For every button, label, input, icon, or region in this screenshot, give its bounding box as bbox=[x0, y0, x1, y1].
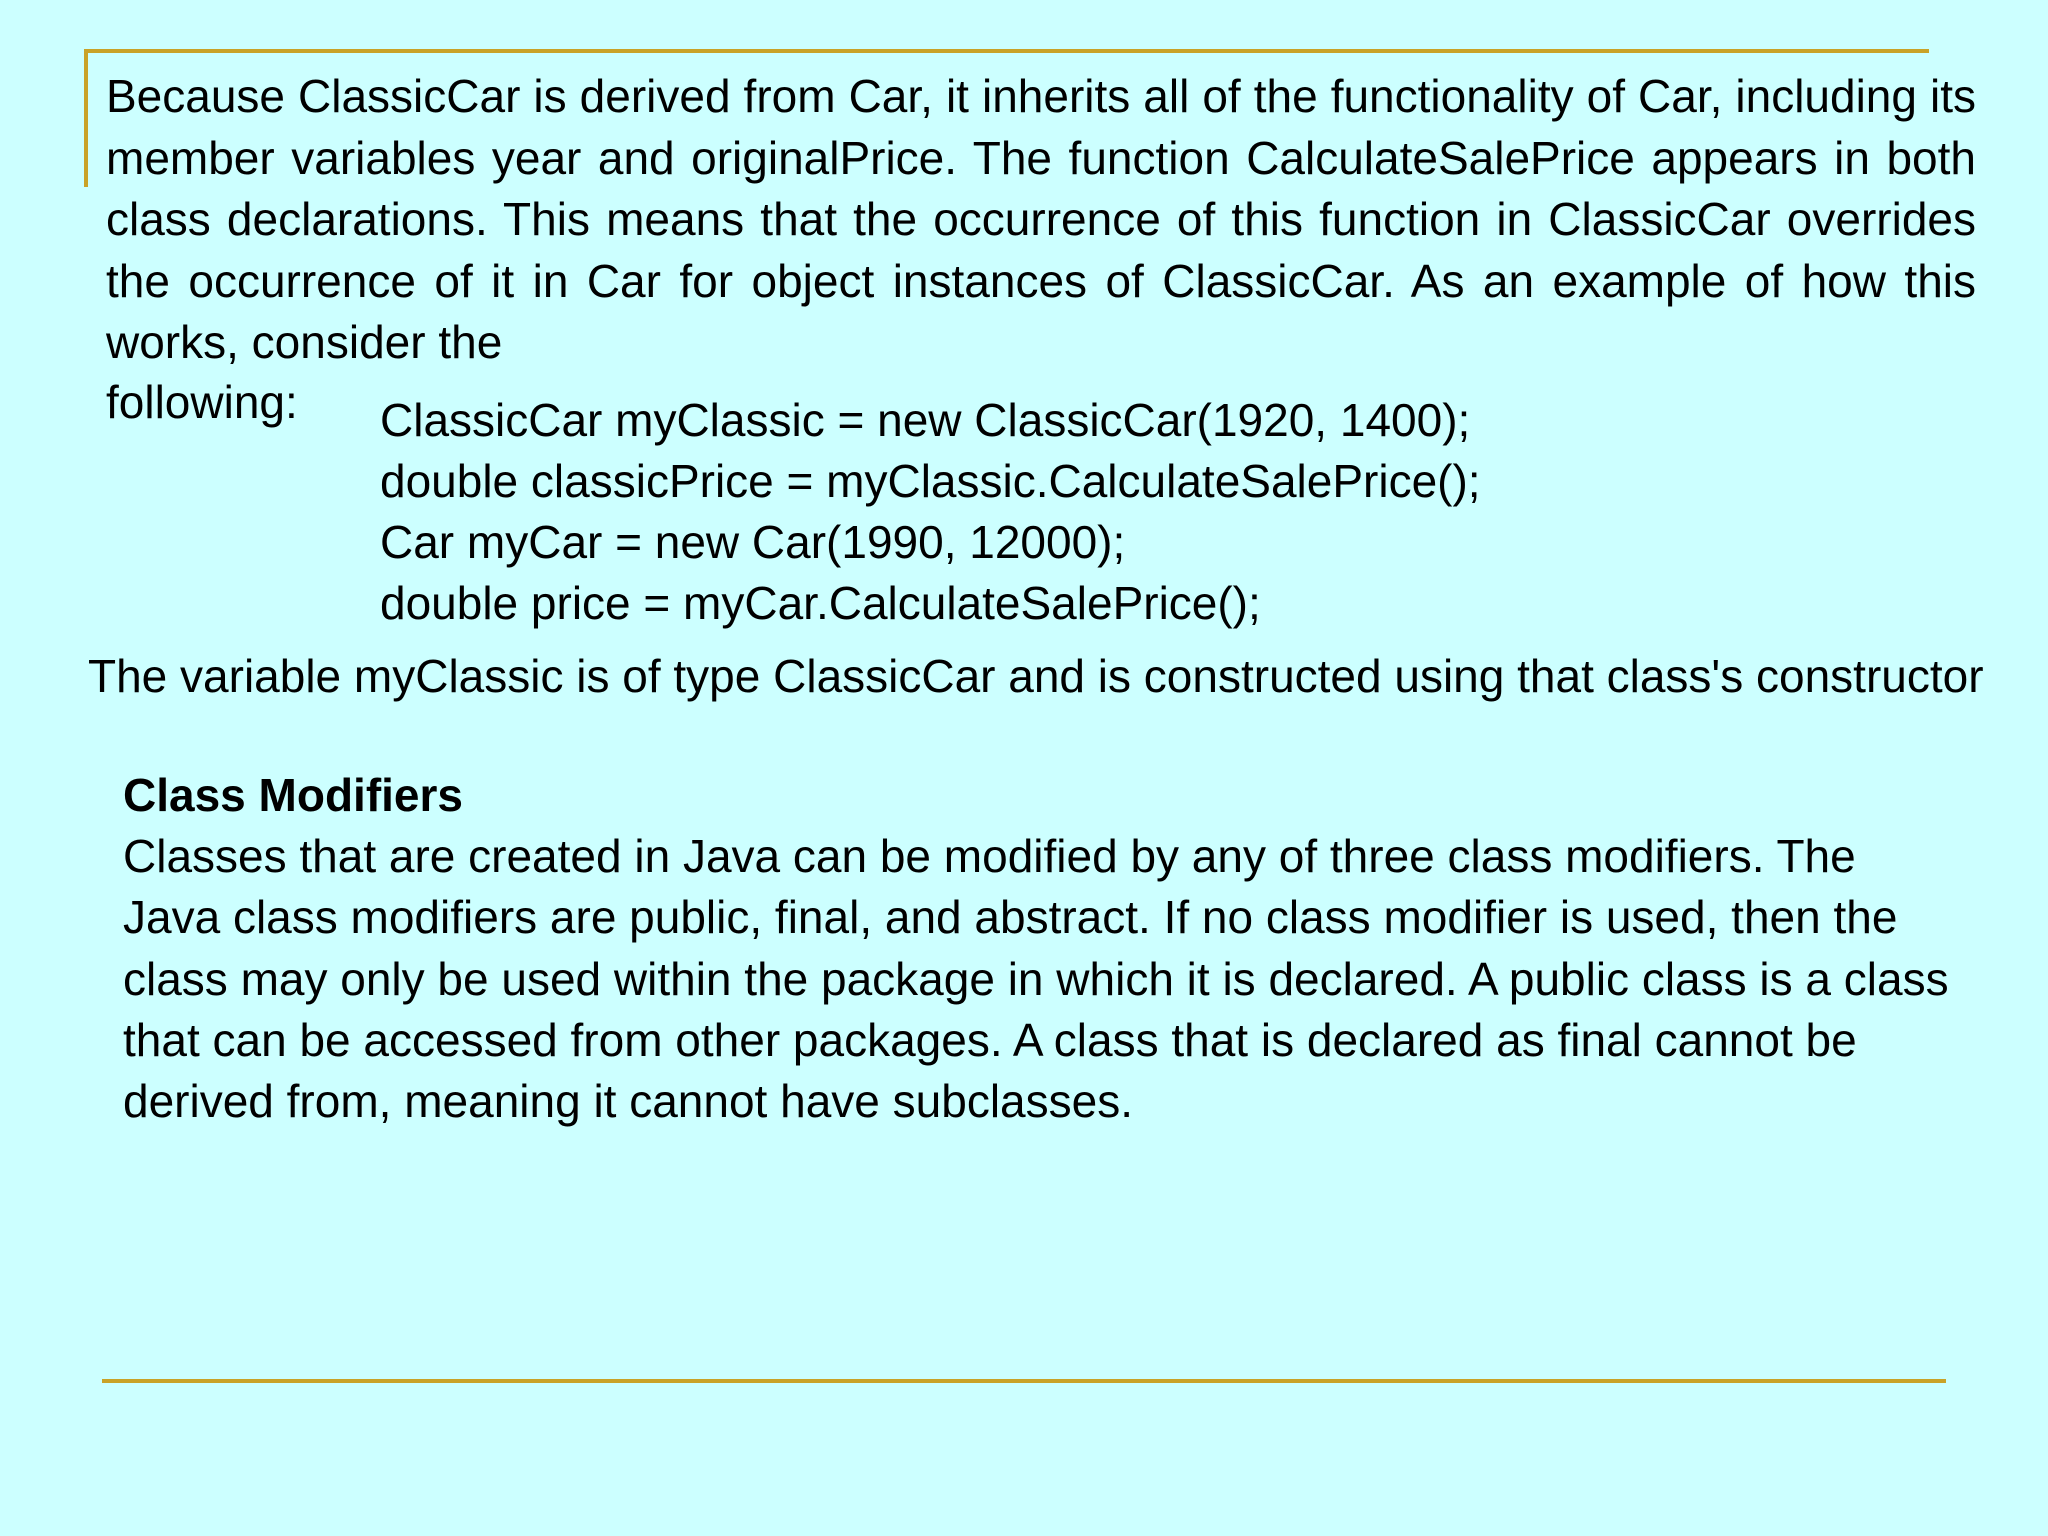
code-line: ClassicCar myClassic = new ClassicCar(1920, 1400); bbox=[380, 394, 1471, 446]
following-label: following: bbox=[106, 376, 298, 428]
left-rule bbox=[84, 49, 88, 187]
variable-paragraph: The variable myClassic is of type ClassicCar and is constructed using that class's constructor bbox=[88, 650, 1984, 702]
code-block bbox=[380, 390, 1481, 634]
code-line: double price = myCar.CalculateSalePrice(); bbox=[380, 577, 1261, 629]
intro-paragraph: Because ClassicCar is derived from Car, it inherits all of the functionality of Car, including its member variables year and originalPrice. The function CalculateSalePrice appears in both class declarations. This means that the occurrence of this function in ClassicCar overrides the occurrence of it in Car for object instances of ClassicCar. As an example of how this works, consider the bbox=[106, 70, 1976, 368]
modifiers-paragraph: Classes that are created in Java can be modified by any of three class modifiers. The Java class modifiers are public, final, and abstract. If no class modifier is used, then the class may only be used within the package in which it is declared. A public class is a class that can be accessed from other packages. A class that is declared as final cannot be derived from, meaning it cannot have subclasses. bbox=[123, 830, 1949, 1128]
bottom-rule bbox=[102, 1379, 1946, 1383]
section-heading: Class Modifiers bbox=[123, 769, 463, 821]
code-line: double classicPrice = myClassic.CalculateSalePrice(); bbox=[380, 455, 1481, 507]
top-rule bbox=[84, 49, 1929, 53]
code-line: Car myCar = new Car(1990, 12000); bbox=[380, 516, 1126, 568]
